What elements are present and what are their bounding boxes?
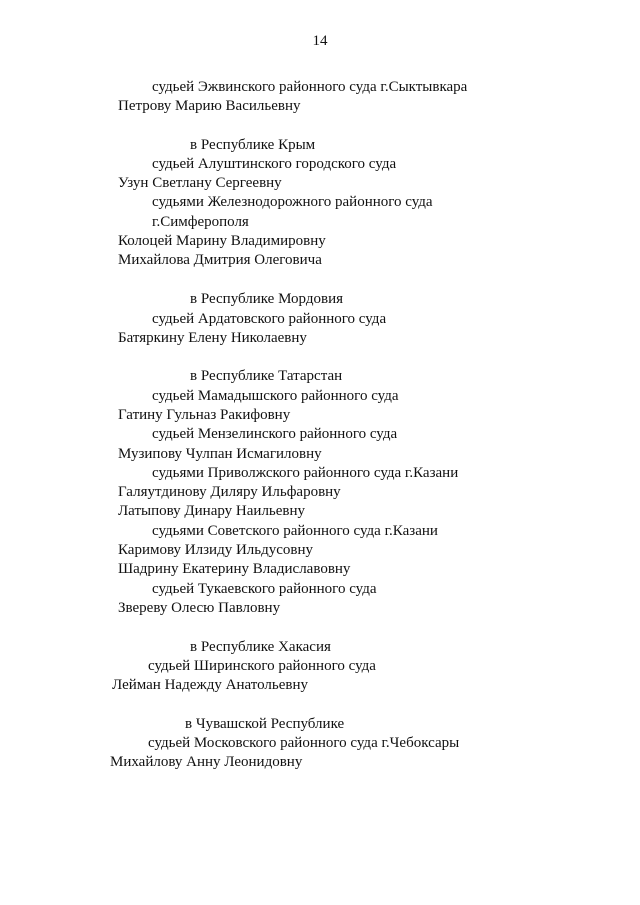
court-line: судьей Эжвинского районного суда г.Сыктывкара bbox=[152, 79, 468, 95]
region-heading: в Республике Хакасия bbox=[190, 639, 331, 655]
region-heading: в Республике Мордовия bbox=[190, 291, 343, 307]
judge-name: Батяркину Елену Николаевну bbox=[118, 330, 307, 346]
judge-name: Латыпову Динару Наильевну bbox=[118, 503, 306, 519]
region-heading: в Чувашской Республике bbox=[185, 716, 345, 732]
court-line: судьей Мамадышского районного суда bbox=[152, 388, 399, 404]
region-heading: в Республике Крым bbox=[190, 137, 316, 153]
court-line: судьями Советского районного суда г.Казани bbox=[152, 523, 438, 539]
judge-name: Лейман Надежду Анатольевну bbox=[112, 677, 308, 693]
page-number: 14 bbox=[312, 33, 328, 49]
court-line: судьями Приволжского районного суда г.Казани bbox=[152, 465, 459, 481]
court-line: г.Симферополя bbox=[152, 214, 249, 230]
judge-name: Каримову Илзиду Ильдусовну bbox=[118, 542, 314, 558]
judge-name: Колоцей Марину Владимировну bbox=[118, 233, 326, 249]
court-line: судьей Ширинского районного суда bbox=[148, 658, 376, 674]
court-line: судьями Железнодорожного районного суда bbox=[152, 194, 433, 210]
judge-name: Звереву Олесю Павловну bbox=[118, 600, 281, 616]
court-line: судьей Алуштинского городского суда bbox=[152, 156, 397, 172]
region-heading: в Республике Татарстан bbox=[190, 368, 343, 384]
judge-name: Гатину Гульназ Ракифовну bbox=[118, 407, 291, 423]
judge-name: Петрову Марию Васильевну bbox=[118, 98, 301, 114]
judge-name: Узун Светлану Сергеевну bbox=[118, 175, 282, 191]
court-line: судьей Мензелинского районного суда bbox=[152, 426, 398, 442]
court-line: судьей Тукаевского районного суда bbox=[152, 581, 377, 597]
judge-name: Шадрину Екатерину Владиславовну bbox=[118, 561, 351, 577]
judge-name: Михайлову Анну Леонидовну bbox=[110, 754, 303, 770]
judge-name: Михайлова Дмитрия Олеговича bbox=[118, 252, 322, 268]
judge-name: Галяутдинову Диляру Ильфаровну bbox=[118, 484, 341, 500]
court-line: судьей Московского районного суда г.Чебоксары bbox=[148, 735, 460, 751]
judge-name: Музипову Чулпан Исмагиловну bbox=[118, 446, 322, 462]
court-line: судьей Ардатовского районного суда bbox=[152, 311, 387, 327]
